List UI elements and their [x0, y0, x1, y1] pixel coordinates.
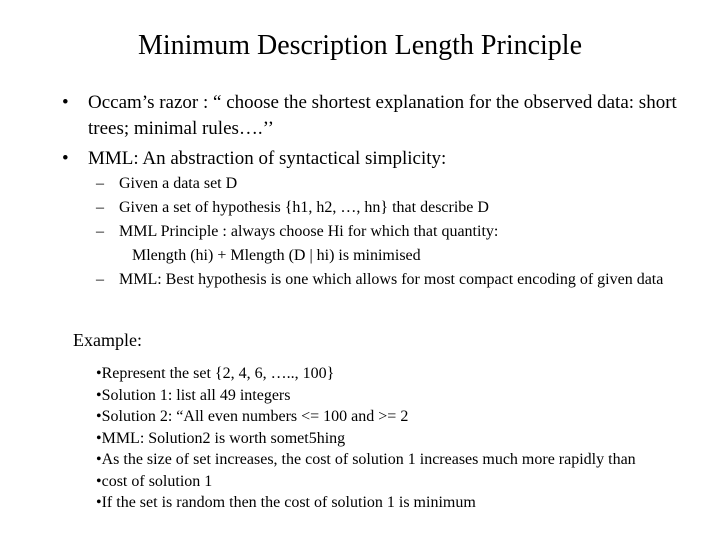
bullet-occams-razor — [62, 90, 702, 142]
bullet-text: Occam’s razor : “ choose the shortest explanation for the observed data: short trees; minimal rules….’’ — [88, 92, 677, 139]
sub-bullet-text: MML Principle : always choose Hi for which that quantity: — [119, 223, 499, 240]
example-item: •Solution 2: “All even numbers <= 100 and >= 2 — [96, 408, 409, 425]
example-item: •MML: Solution2 is worth somet5hing — [96, 429, 346, 447]
formula-line — [96, 245, 696, 266]
sub-bullet-text: MML: Best hypothesis is one which allows for most compact encoding of given data — [119, 271, 664, 288]
formula-text: Mlength (hi) + Mlength (D | hi) is minimised — [132, 247, 421, 264]
example-item: •Represent the set {2, 4, 6, ….., 100} — [96, 365, 335, 382]
example-heading: Example: — [73, 330, 142, 350]
dash-mark: – — [96, 175, 104, 192]
sub-bullet-list — [96, 173, 696, 293]
sub-bullet-data-set — [96, 173, 696, 194]
sub-bullet-best-hypothesis — [96, 269, 696, 290]
sub-bullet-mml-principle — [96, 221, 696, 242]
sub-bullet-text: Given a set of hypothesis {h1, h2, …, hn} that describe D — [119, 199, 489, 216]
dash-mark: – — [96, 199, 104, 216]
example-list — [96, 363, 716, 514]
dash-mark: – — [96, 223, 104, 240]
example-item: •As the size of set increases, the cost of solution 1 increases much more rapidly than — [96, 451, 636, 468]
bullet-text: MML: An abstraction of syntactical simplicity: — [88, 148, 447, 169]
example-item: •If the set is random then the cost of solution 1 is minimum — [96, 494, 476, 511]
bullet-mark: • — [62, 92, 69, 113]
example-item: •Solution 1: list all 49 integers — [96, 386, 291, 404]
sub-bullet-text: Given a data set D — [119, 175, 238, 192]
sub-bullet-hypothesis — [96, 197, 696, 218]
slide-title: Minimum Description Length Principle — [137, 30, 583, 61]
example-item: •cost of solution 1 — [96, 472, 213, 490]
dash-mark: – — [96, 271, 104, 288]
bullet-mark: • — [62, 148, 69, 169]
bullet-mml — [62, 146, 702, 172]
main-bullet-list — [62, 90, 702, 176]
